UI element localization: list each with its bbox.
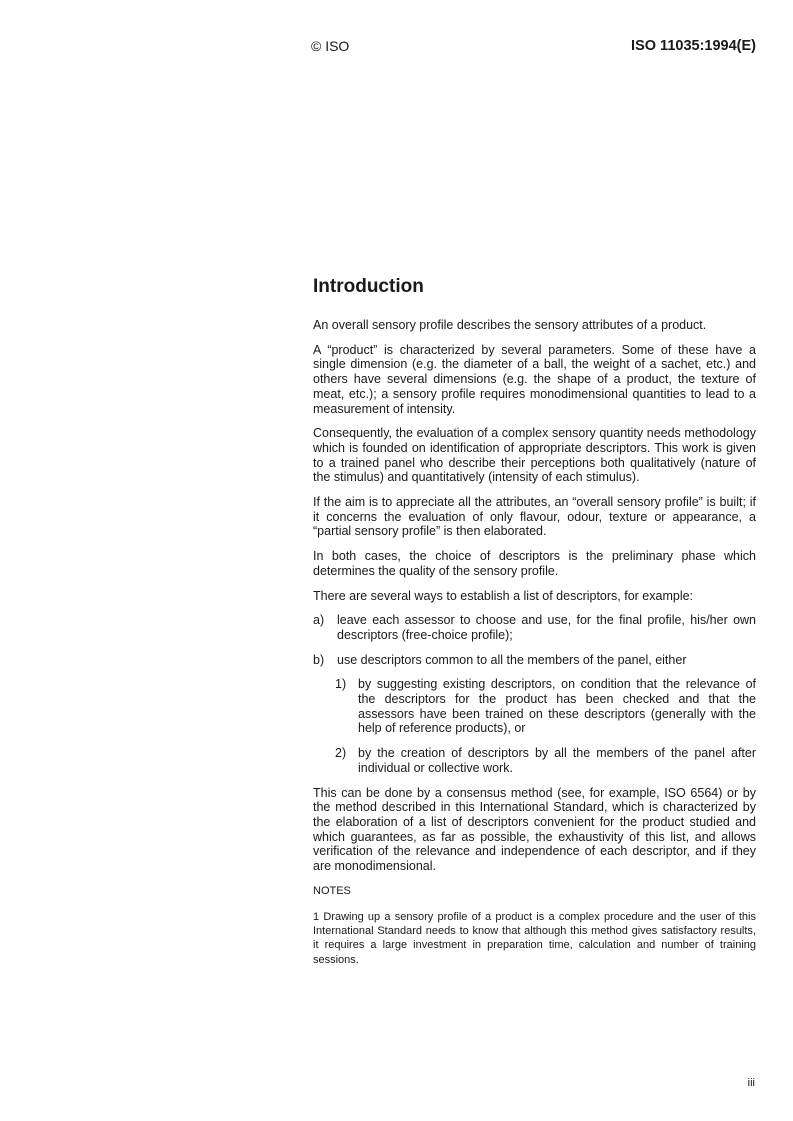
sublist-marker: 2): [335, 746, 347, 761]
main-content: [313, 275, 756, 967]
paragraph: An overall sensory profile describes the sensory attributes of a product.: [313, 318, 707, 332]
notes-title: NOTES: [313, 884, 351, 897]
list-marker: a): [313, 613, 325, 628]
paragraph: A “product” is characterized by several parameters. Some of these have a single dimension (e.g. the diameter of a ball, the weight of a sachet, etc.) and others have several dimensions (e.g. the shape of a product, the texture of meat, etc.); a sensory profile requires monodimensional quantities to lead to a measurement of intensity.: [313, 342, 756, 416]
paragraph: In both cases, the choice of descriptors is the preliminary phase which determines the quality of the sensory profile.: [313, 549, 756, 578]
sublist-marker: 1): [335, 677, 347, 692]
paragraph: If the aim is to appreciate all the attributes, an “overall sensory profile” is built; if it concerns the evaluation of only flavour, odour, texture or appearance, a “partial sensory profile” is then elaborated.: [313, 495, 756, 539]
list-marker: b): [313, 652, 325, 667]
header-standard-number: ISO 11035:1994(E): [631, 38, 756, 54]
header-copyright: © ISO: [311, 38, 350, 54]
descriptor-methods-list: [313, 613, 756, 775]
note: 1 Drawing up a sensory profile of a product is a complex procedure and the user of this International Standard needs to know that although this method gives satisfactory results, it requires a large investment in preparation time, calculation and number of training sessions.: [313, 910, 756, 966]
paragraph: Consequently, the evaluation of a complex sensory quantity needs methodology which is founded on identification of appropriate descriptors. This work is given to a trained panel who describe their perceptions both qualitatively (nature of the stimulus) and quantitatively (intensity of each stimulus).: [313, 426, 756, 485]
list-item: [313, 613, 756, 642]
list-item-text: leave each assessor to choose and use, for the final profile, his/her own descriptors (free-choice profile);: [337, 613, 756, 642]
paragraph: There are several ways to establish a list of descriptors, for example:: [313, 588, 694, 603]
page-number: iii: [747, 1077, 755, 1089]
list-item: [313, 653, 756, 668]
sublist-item: [335, 677, 756, 736]
sublist-item-text: by suggesting existing descriptors, on condition that the relevance of the descriptors for the product has been checked and that the assessors have been trained on these descriptors (generally with the help of reference products), or: [358, 677, 756, 736]
sublist-item: [335, 746, 756, 775]
sublist: [335, 677, 756, 775]
sublist-item-text: by the creation of descriptors by all the members of the panel after individual or collective work.: [358, 746, 756, 775]
list-item-text: use descriptors common to all the members of the panel, either: [337, 652, 687, 667]
page-title: Introduction: [313, 276, 424, 297]
closing-paragraph: This can be done by a consensus method (see, for example, ISO 6564) or by the method described in this International Standard, which is characterized by the elaboration of a list of descriptors convenient for the product studied and which guarantees, as far as possible, the exhaustivity of this list, and allows verification of the relevance and independence of each descriptor, and if they are monodimensional.: [313, 785, 756, 874]
